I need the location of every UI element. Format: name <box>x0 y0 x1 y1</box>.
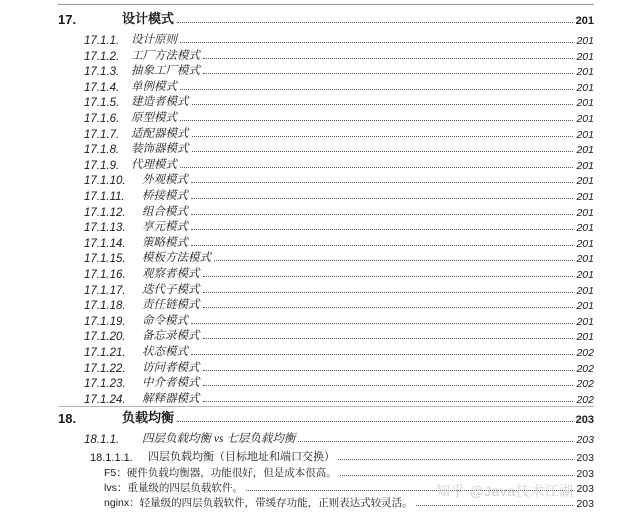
toc-chapter-17[interactable] <box>58 8 594 27</box>
section-number: 18.1.1. <box>84 434 120 446</box>
toc-section-row[interactable] <box>84 78 594 94</box>
dot-leader <box>298 440 573 442</box>
section-title: 装饰器模式 <box>131 143 189 156</box>
section-title: 单例模式 <box>131 80 177 93</box>
toc-section-18-1-1[interactable] <box>84 430 594 446</box>
toc-section-row[interactable] <box>84 218 594 234</box>
dot-leader <box>203 337 574 339</box>
dot-leader <box>191 181 573 183</box>
page-number: 201 <box>576 50 594 63</box>
dot-leader <box>180 88 573 90</box>
page-number: 201 <box>576 175 594 188</box>
toc-section-row[interactable] <box>84 62 594 78</box>
page-number: 201 <box>576 206 594 219</box>
toc-section-row[interactable] <box>84 171 594 187</box>
section-number: 17.1.22. <box>84 362 126 375</box>
section-title: 解释器模式 <box>142 392 200 405</box>
section-title: 工厂方法模式 <box>131 49 200 62</box>
section-title: 策略模式 <box>142 236 188 249</box>
section-title: 享元模式 <box>142 221 188 234</box>
section-title: 命令模式 <box>142 314 188 327</box>
section-number: 17.1.8. <box>84 144 120 157</box>
dot-leader <box>203 57 573 59</box>
section-title: 四层负载均衡（目标地址和端口交换） <box>148 451 335 463</box>
toc-section-row[interactable] <box>84 249 594 265</box>
page-number: 201 <box>576 253 594 266</box>
toc-section-row[interactable] <box>84 296 594 312</box>
toc-section-row[interactable] <box>84 187 594 203</box>
toc-section-row[interactable] <box>84 109 594 125</box>
page-number: 202 <box>576 378 594 391</box>
section-number: 17.1.14. <box>84 237 126 250</box>
item-title: F5：硬件负载均衡器，功能很好，但是成本很高。 <box>104 467 337 479</box>
toc-section-row[interactable] <box>84 93 594 109</box>
toc-section-row[interactable] <box>84 31 594 47</box>
page-number: 201 <box>576 191 594 203</box>
section-title: 迭代子模式 <box>142 283 200 296</box>
section-number: 17.1.17. <box>84 284 126 297</box>
top-divider <box>58 4 594 5</box>
dot-leader <box>191 244 573 246</box>
section-number: 17.1.13. <box>84 222 126 235</box>
section-number: 17.1.19. <box>84 315 126 328</box>
section-number: 17.1.7. <box>84 128 120 141</box>
section-number: 17.1.12. <box>84 206 126 219</box>
section-title: 代理模式 <box>131 158 177 171</box>
dot-leader <box>177 21 573 23</box>
dot-leader <box>177 420 573 422</box>
section-number: 17.1.3. <box>84 66 120 79</box>
section-number: 17.1.6. <box>84 113 120 125</box>
section-number: 17.1.21. <box>84 347 126 359</box>
page-number: 201 <box>576 81 594 94</box>
dot-leader <box>203 72 573 74</box>
toc-section-row[interactable] <box>84 203 594 219</box>
dot-leader <box>340 474 574 476</box>
page-number: 203 <box>576 434 594 446</box>
page-number: 201 <box>576 66 594 79</box>
toc-section-row[interactable] <box>84 327 594 343</box>
page-number: 201 <box>576 331 594 344</box>
chapter-title: 负载均衡 <box>122 410 175 425</box>
toc-section-row[interactable] <box>84 265 594 281</box>
section-number: 17.1.23. <box>84 378 126 391</box>
page-number: 201 <box>576 159 594 172</box>
dot-leader <box>192 103 574 105</box>
toc-item-f5[interactable] <box>104 465 594 480</box>
toc-section-row[interactable] <box>84 140 594 156</box>
section-number: 17.1.18. <box>84 300 126 313</box>
toc-section-row[interactable] <box>84 125 594 141</box>
section-title: 模板方法模式 <box>142 252 211 265</box>
page-number: 201 <box>576 300 594 313</box>
chapter-number: 17. <box>58 12 77 27</box>
section-title: 桥接模式 <box>142 190 188 202</box>
toc-section-row[interactable] <box>84 390 594 406</box>
section-number: 17.1.15. <box>84 253 126 266</box>
toc-section-row[interactable] <box>84 281 594 297</box>
page-number: 203 <box>575 414 594 426</box>
page-number: 201 <box>576 113 594 125</box>
item-title: nginx：轻量级的四层负载软件，带缓存功能，正则表达式较灵活。 <box>104 497 413 509</box>
page-number: 201 <box>576 315 594 328</box>
section-number: 17.1.16. <box>84 269 126 281</box>
section-number: 17.1.10. <box>84 175 126 188</box>
toc-section-row[interactable] <box>84 359 594 375</box>
section-title: 外观模式 <box>142 174 188 187</box>
watermark: 知乎 @Java技术江湖 <box>436 483 574 499</box>
page-number: 203 <box>576 483 594 495</box>
section-title: 四层负载均衡 vs 七层负载均衡 <box>142 433 296 445</box>
toc-section-row[interactable] <box>84 234 594 250</box>
section-title: 访问者模式 <box>142 361 200 374</box>
section-number: 18.1.1.1. <box>90 452 133 464</box>
page-number: 201 <box>576 269 594 281</box>
dot-leader <box>203 275 574 277</box>
page-number: 202 <box>576 393 594 406</box>
section-number: 17.1.2. <box>84 50 120 63</box>
dot-leader <box>338 458 573 460</box>
page-number: 201 <box>576 128 594 141</box>
dot-leader <box>180 119 573 121</box>
dot-leader <box>203 400 574 402</box>
dot-leader <box>191 322 573 324</box>
section-title: 抽象工厂模式 <box>131 65 200 78</box>
toc-section-row[interactable] <box>84 343 594 359</box>
page-number: 201 <box>576 144 594 157</box>
dot-leader <box>192 150 574 152</box>
page-number: 201 <box>576 237 594 250</box>
chapter-title: 设计模式 <box>122 11 175 26</box>
page-number: 201 <box>576 284 594 297</box>
section-number: 17.1.4. <box>84 81 120 94</box>
toc-section-18-1-1-1[interactable] <box>90 448 594 464</box>
item-title: lvs：重量级的四层负载软件。 <box>104 482 243 494</box>
section-title: 中介者模式 <box>142 377 200 390</box>
dot-leader <box>191 213 573 215</box>
page-number: 202 <box>576 347 594 359</box>
section-number: 17.1.11. <box>84 191 125 203</box>
page-number: 201 <box>576 97 594 110</box>
page-number: 201 <box>575 15 594 27</box>
page-number: 203 <box>576 498 594 510</box>
dot-leader <box>203 369 574 371</box>
chapter-number: 18. <box>58 411 77 426</box>
toc-section-row[interactable] <box>84 374 594 390</box>
dot-leader <box>214 259 573 261</box>
page-number: 203 <box>576 452 594 464</box>
dot-leader <box>203 291 574 293</box>
dot-leader <box>191 228 573 230</box>
section-title: 原型模式 <box>131 112 177 124</box>
section-title: 责任链模式 <box>142 299 200 312</box>
page-number: 202 <box>576 362 594 375</box>
section-title: 设计原则 <box>131 34 177 46</box>
toc-chapter-18[interactable] <box>58 407 594 426</box>
section-number: 17.1.5. <box>84 97 120 110</box>
section-title: 组合模式 <box>142 205 188 218</box>
dot-leader <box>203 306 574 308</box>
dot-leader <box>416 504 574 506</box>
section-number: 17.1.9. <box>84 159 120 172</box>
section-title: 备忘录模式 <box>142 330 200 343</box>
section-number: 17.1.24. <box>84 393 126 406</box>
section-title: 适配器模式 <box>131 127 189 140</box>
section-number: 17.1.1. <box>84 35 120 47</box>
page-number: 201 <box>576 222 594 235</box>
dot-leader <box>191 197 573 199</box>
section-title: 观察者模式 <box>142 268 200 280</box>
dot-leader <box>180 166 573 168</box>
toc-section-row[interactable] <box>84 312 594 328</box>
toc-section-row[interactable] <box>84 47 594 63</box>
page-number: 203 <box>576 468 594 480</box>
toc-section-row[interactable] <box>84 156 594 172</box>
page-number: 201 <box>576 35 594 47</box>
dot-leader <box>192 135 574 137</box>
dot-leader <box>180 41 573 43</box>
dot-leader <box>203 384 574 386</box>
section-title: 建造者模式 <box>131 96 189 109</box>
section-number: 17.1.20. <box>84 331 126 344</box>
dot-leader <box>191 353 573 355</box>
section-title: 状态模式 <box>142 346 188 358</box>
